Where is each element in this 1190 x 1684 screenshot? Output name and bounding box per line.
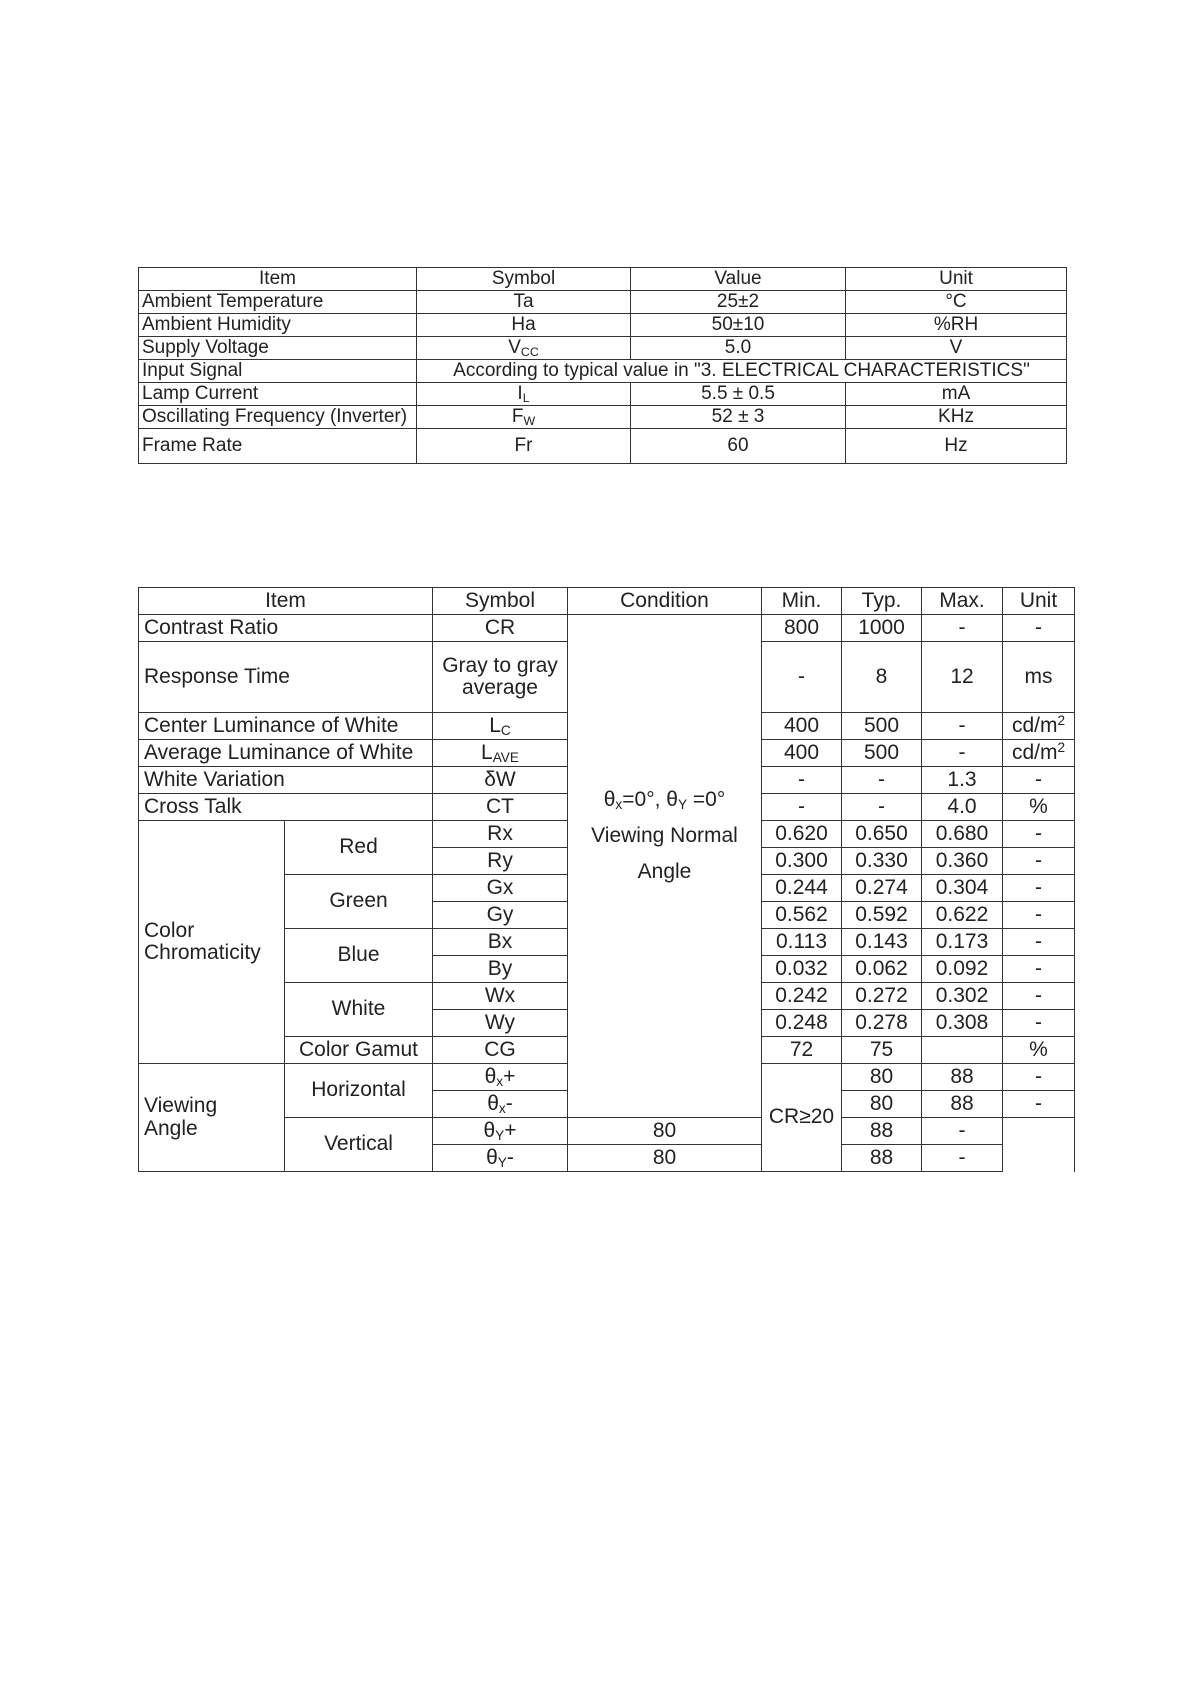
max-cell: 1.3	[922, 767, 1003, 794]
direction-group-cell: Horizontal	[285, 1064, 433, 1118]
min-cell: -	[762, 767, 842, 794]
value-cell: 52 ± 3	[631, 406, 846, 429]
min-cell: 80	[842, 1091, 922, 1118]
min-cell: -	[762, 794, 842, 821]
value-cell: 25±2	[631, 291, 846, 314]
min-cell: -	[762, 642, 842, 713]
table-row	[139, 383, 1067, 406]
unit-cell: %	[1003, 794, 1075, 821]
item-cell: Contrast Ratio	[139, 615, 433, 642]
max-cell: 0.680	[922, 821, 1003, 848]
merged-value-cell: According to typical value in "3. ELECTRICAL CHARACTERISTICS"	[417, 360, 1067, 383]
color-group-cell: Red	[285, 821, 433, 875]
table-row	[139, 429, 1067, 464]
typ-cell: 0.330	[842, 848, 922, 875]
theta-symbol: θ	[487, 1091, 499, 1115]
typ-cell: -	[842, 767, 922, 794]
symbol-cell	[433, 642, 568, 713]
min-cell: 400	[762, 740, 842, 767]
chromaticity-label-cell	[139, 821, 285, 1064]
condition-text: Angle	[637, 860, 692, 884]
symbol-cell	[433, 1064, 568, 1091]
symbol-cell: Gx	[433, 875, 568, 902]
condition-equals: =0°,	[622, 787, 667, 811]
max-cell: -	[922, 1145, 1003, 1172]
theta-subscript: Y	[495, 1127, 505, 1143]
table-row	[139, 291, 1067, 314]
unit-cell: -	[1003, 1010, 1075, 1037]
unit-cell: -	[1003, 983, 1075, 1010]
symbol-line: average	[462, 676, 538, 699]
unit-cell: -	[1003, 848, 1075, 875]
symbol-cell	[417, 337, 631, 360]
symbol-cell	[433, 740, 568, 767]
viewing-label-line: Viewing	[144, 1094, 218, 1118]
unit-cell: %RH	[846, 314, 1067, 337]
theta-sign: -	[506, 1145, 514, 1169]
symbol-cell: Fr	[417, 429, 631, 464]
unit-cell: -	[1003, 902, 1075, 929]
max-cell: 0.360	[922, 848, 1003, 875]
value-cell: 50±10	[631, 314, 846, 337]
unit-cell: KHz	[846, 406, 1067, 429]
header-symbol: Symbol	[433, 588, 568, 615]
condition-text: Viewing Normal	[591, 823, 738, 847]
symbol-cell: By	[433, 956, 568, 983]
typ-cell: 500	[842, 713, 922, 740]
symbol-base: L	[481, 740, 493, 764]
symbol-cell: CR	[433, 615, 568, 642]
table-row	[139, 406, 1067, 429]
symbol-cell: δW	[433, 767, 568, 794]
min-cell: 0.300	[762, 848, 842, 875]
max-cell: 0.173	[922, 929, 1003, 956]
max-cell: -	[1003, 1091, 1075, 1118]
header-min: Min.	[762, 588, 842, 615]
chromaticity-label-line: Chromaticity	[144, 941, 261, 964]
table-header-row	[139, 268, 1067, 291]
symbol-cell: CT	[433, 794, 568, 821]
table-row	[139, 615, 1075, 642]
unit-cell: -	[1003, 615, 1075, 642]
max-cell: -	[1003, 1064, 1075, 1091]
symbol-base: F	[511, 406, 524, 428]
unit-cell: -	[1003, 875, 1075, 902]
viewing-angle-label-cell	[139, 1064, 285, 1172]
max-cell: -	[922, 1118, 1003, 1145]
theta-subscript: Y	[677, 796, 688, 812]
symbol-cell: Wy	[433, 1010, 568, 1037]
theta-subscript: x	[615, 796, 623, 812]
item-cell: Average Luminance of White	[139, 740, 433, 767]
symbol-base: V	[508, 337, 521, 359]
min-cell: 800	[762, 615, 842, 642]
symbol-cell	[433, 1145, 568, 1172]
theta-symbol: θ	[484, 1064, 497, 1088]
condition-angle-line	[568, 789, 761, 811]
table-header-row	[139, 588, 1075, 615]
theta-sign: +	[503, 1064, 516, 1088]
theta-symbol: θ	[486, 1145, 498, 1169]
symbol-cell: Wx	[433, 983, 568, 1010]
color-group-cell: White	[285, 983, 433, 1037]
typ-cell: 88	[842, 1145, 922, 1172]
min-cell: 80	[568, 1118, 762, 1145]
min-cell: 0.562	[762, 902, 842, 929]
table-row	[139, 314, 1067, 337]
header-unit: Unit	[846, 268, 1067, 291]
item-cell: Center Luminance of White	[139, 713, 433, 740]
symbol-cell: Ta	[417, 291, 631, 314]
symbol-subscript: CC	[520, 345, 539, 360]
symbol-cell: Bx	[433, 929, 568, 956]
theta-symbol: θ	[603, 787, 616, 811]
value-cell: 5.0	[631, 337, 846, 360]
header-max: Max.	[922, 588, 1003, 615]
max-cell: -	[922, 713, 1003, 740]
value-cell: 5.5 ± 0.5	[631, 383, 846, 406]
unit-cell: -	[1003, 929, 1075, 956]
symbol-cell: Gy	[433, 902, 568, 929]
item-cell: Response Time	[139, 642, 433, 713]
item-cell: Input Signal	[139, 360, 417, 383]
header-typ: Typ.	[842, 588, 922, 615]
symbol-line: Gray to gray	[442, 653, 558, 677]
header-unit: Unit	[1003, 588, 1075, 615]
max-cell: -	[922, 615, 1003, 642]
typ-cell: 8	[842, 642, 922, 713]
min-cell: 80	[568, 1145, 762, 1172]
theta-symbol: θ	[666, 787, 678, 811]
typ-cell: 0.278	[842, 1010, 922, 1037]
theta-subscript: Y	[497, 1154, 507, 1170]
typ-cell: 1000	[842, 615, 922, 642]
typ-cell: 88	[922, 1091, 1003, 1118]
header-item: Item	[139, 588, 433, 615]
symbol-cell	[417, 383, 631, 406]
typ-cell: 75	[842, 1037, 922, 1064]
typ-cell: 0.143	[842, 929, 922, 956]
item-cell: Ambient Humidity	[139, 314, 417, 337]
item-cell: White Variation	[139, 767, 433, 794]
typ-cell: 0.650	[842, 821, 922, 848]
table-row	[139, 360, 1067, 383]
direction-group-cell: Vertical	[285, 1118, 433, 1172]
symbol-base: I	[517, 383, 523, 405]
theta-subscript: x	[496, 1073, 504, 1089]
unit-cell: °C	[846, 291, 1067, 314]
max-cell: 0.304	[922, 875, 1003, 902]
min-cell: 0.248	[762, 1010, 842, 1037]
unit-cell: -	[1003, 956, 1075, 983]
header-value: Value	[631, 268, 846, 291]
color-group-cell: Green	[285, 875, 433, 929]
color-group-cell: Blue	[285, 929, 433, 983]
min-cell: 0.620	[762, 821, 842, 848]
min-cell: 0.032	[762, 956, 842, 983]
color-group-cell: Color Gamut	[285, 1037, 433, 1064]
symbol-subscript: C	[500, 722, 511, 738]
item-cell: Oscillating Frequency (Inverter)	[139, 406, 417, 429]
unit-base: cd/m	[1011, 740, 1058, 764]
header-item: Item	[139, 268, 417, 291]
symbol-subscript: W	[523, 414, 536, 429]
symbol-cell	[417, 406, 631, 429]
min-cell: 72	[762, 1037, 842, 1064]
max-cell: -	[922, 740, 1003, 767]
symbol-cell	[433, 1118, 568, 1145]
max-cell: 0.092	[922, 956, 1003, 983]
min-cell: 0.113	[762, 929, 842, 956]
unit-superscript: 2	[1057, 739, 1066, 755]
min-cell: 0.244	[762, 875, 842, 902]
condition-cr-cell: CR≥20	[762, 1064, 842, 1172]
typ-cell: -	[842, 794, 922, 821]
unit-cell: V	[846, 337, 1067, 360]
typ-cell: 88	[922, 1064, 1003, 1091]
condition-normal-cell	[568, 615, 762, 1118]
typ-cell: 500	[842, 740, 922, 767]
unit-cell: %	[1003, 1037, 1075, 1064]
unit-cell	[1003, 713, 1075, 740]
optical-characteristics-table	[138, 587, 1075, 1172]
theta-symbol: θ	[483, 1118, 496, 1142]
typ-cell: 0.062	[842, 956, 922, 983]
unit-cell	[1003, 740, 1075, 767]
symbol-cell: Rx	[433, 821, 568, 848]
unit-cell: ms	[1003, 642, 1075, 713]
min-cell: 80	[842, 1064, 922, 1091]
symbol-cell: Ha	[417, 314, 631, 337]
theta-sign: +	[504, 1118, 517, 1142]
item-cell: Cross Talk	[139, 794, 433, 821]
viewing-label-line: Angle	[144, 1116, 198, 1140]
table-row	[139, 337, 1067, 360]
max-cell	[922, 1037, 1003, 1064]
theta-subscript: x	[498, 1100, 506, 1116]
unit-cell: -	[1003, 767, 1075, 794]
value-cell: 60	[631, 429, 846, 464]
symbol-base: L	[489, 713, 501, 737]
symbol-cell	[433, 713, 568, 740]
condition-equals: =0°	[687, 787, 726, 811]
symbol-subscript: AVE	[492, 749, 519, 765]
item-cell: Supply Voltage	[139, 337, 417, 360]
header-symbol: Symbol	[417, 268, 631, 291]
max-cell: 12	[922, 642, 1003, 713]
item-cell: Ambient Temperature	[139, 291, 417, 314]
typ-cell: 0.274	[842, 875, 922, 902]
unit-cell: -	[1003, 821, 1075, 848]
unit-superscript: 2	[1057, 712, 1066, 728]
item-cell: Lamp Current	[139, 383, 417, 406]
max-cell: 0.622	[922, 902, 1003, 929]
unit-base: cd/m	[1011, 713, 1058, 737]
min-cell: 400	[762, 713, 842, 740]
symbol-cell: CG	[433, 1037, 568, 1064]
min-cell: 0.242	[762, 983, 842, 1010]
typ-cell: 0.592	[842, 902, 922, 929]
max-cell: 0.308	[922, 1010, 1003, 1037]
test-conditions-table	[138, 267, 1067, 464]
unit-cell: mA	[846, 383, 1067, 406]
symbol-cell: Ry	[433, 848, 568, 875]
unit-cell: Hz	[846, 429, 1067, 464]
typ-cell: 88	[842, 1118, 922, 1145]
theta-sign: -	[505, 1091, 513, 1115]
symbol-cell	[433, 1091, 568, 1118]
max-cell: 0.302	[922, 983, 1003, 1010]
symbol-subscript: L	[522, 391, 530, 406]
item-cell: Frame Rate	[139, 429, 417, 464]
header-condition: Condition	[568, 588, 762, 615]
chromaticity-label-line: Color	[144, 918, 195, 942]
typ-cell: 0.272	[842, 983, 922, 1010]
max-cell: 4.0	[922, 794, 1003, 821]
